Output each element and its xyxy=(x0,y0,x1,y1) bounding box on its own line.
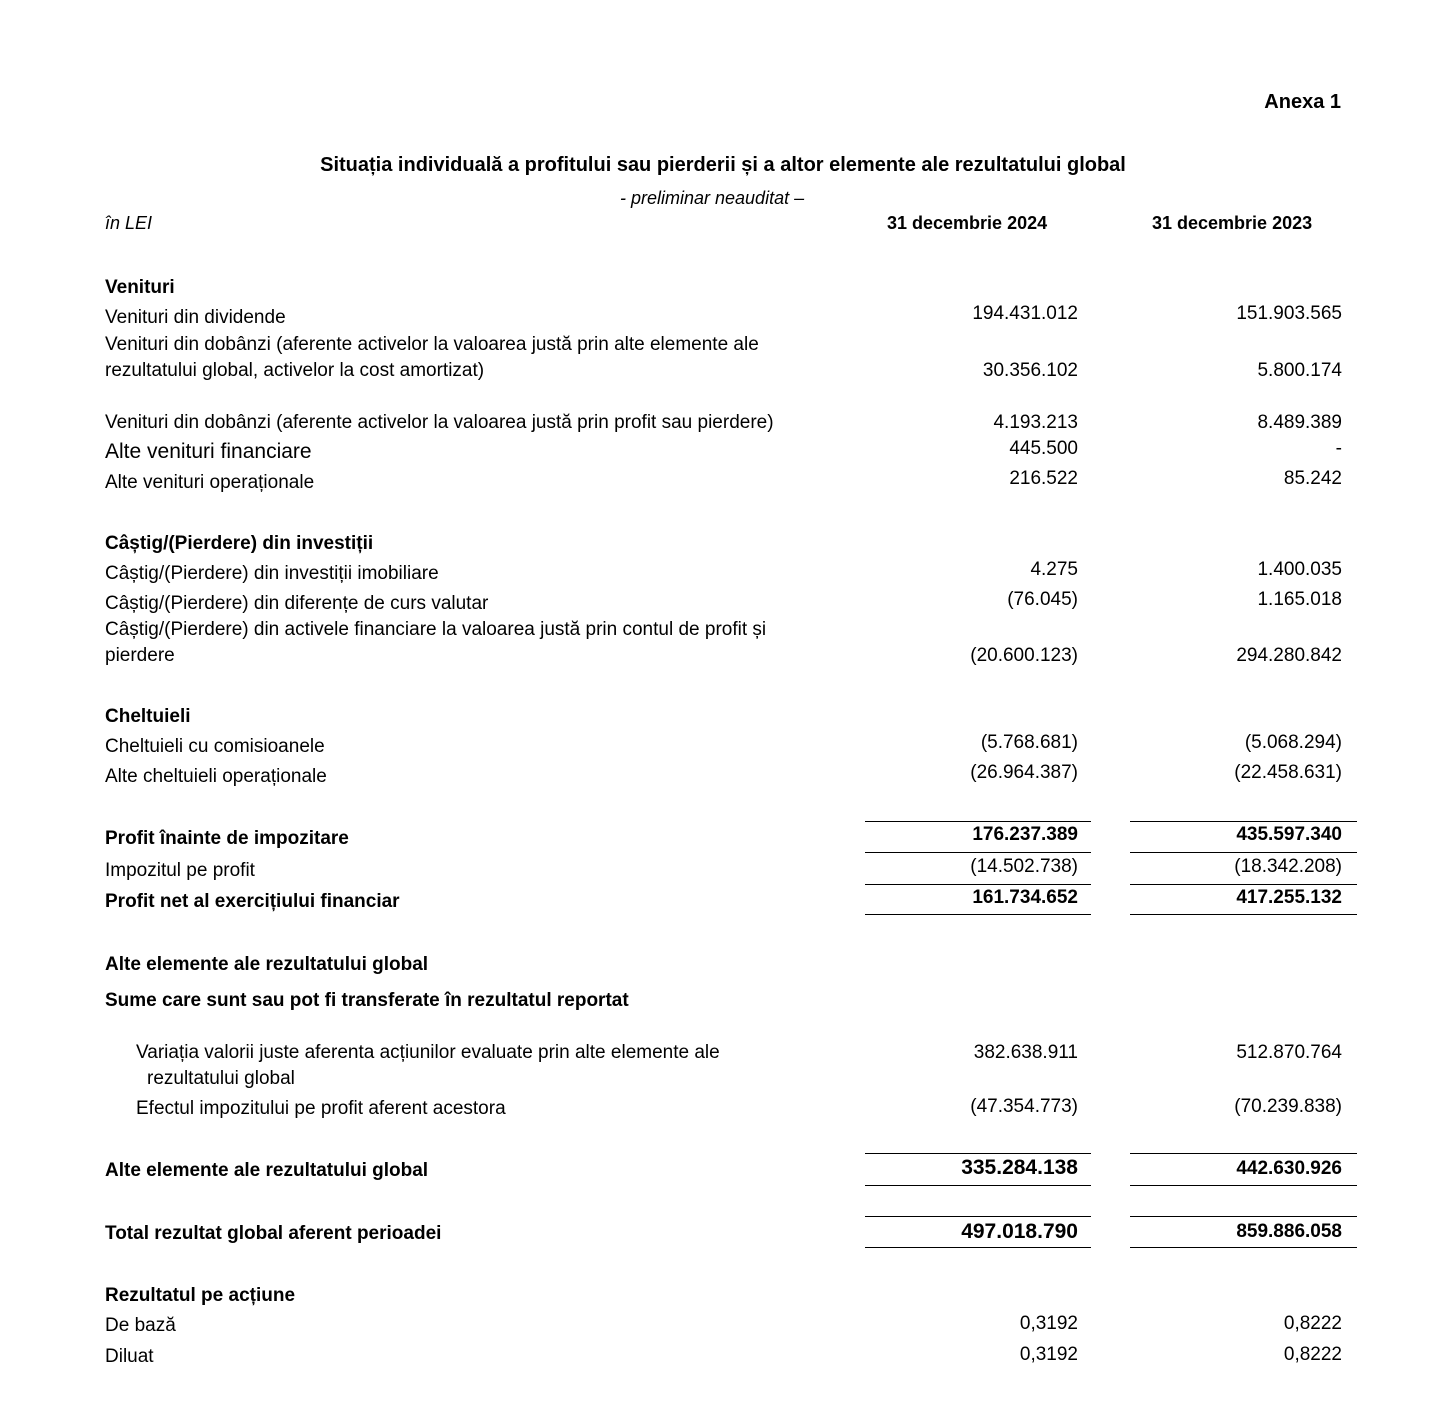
value-2023-dividends: 151.903.565 xyxy=(1236,303,1342,324)
rule xyxy=(865,914,1091,915)
row-label-eps-diluted: Diluat xyxy=(105,1346,154,1367)
value-2023-eps-basic: 0,8222 xyxy=(1283,1313,1342,1334)
value-2024-other-operating-revenue: 216.522 xyxy=(1009,468,1078,489)
rule xyxy=(865,821,1091,822)
row-label-profit-before-tax: Profit înainte de impozitare xyxy=(105,828,349,849)
value-2023-tax-effect: (70.239.838) xyxy=(1234,1096,1342,1117)
value-2023-interest-pl: 8.489.389 xyxy=(1257,412,1342,433)
row-label-eps-basic: De bază xyxy=(105,1315,176,1336)
section-heading-revenue: Venituri xyxy=(105,277,175,298)
currency-label: în LEI xyxy=(105,213,153,233)
rule xyxy=(865,1216,1091,1217)
row-label-dividends: Venituri din dividende xyxy=(105,307,286,328)
value-2023-eps-diluted: 0,8222 xyxy=(1283,1344,1342,1365)
value-2023-commissions: (5.068.294) xyxy=(1244,732,1342,753)
value-2024-fv-change: 382.638.911 xyxy=(973,1042,1078,1063)
value-2024-fx: (76.045) xyxy=(1007,589,1078,610)
row-label-commissions: Cheltuieli cu comisioanele xyxy=(105,736,325,757)
rule xyxy=(865,852,1091,853)
value-2024-real-estate: 4.275 xyxy=(1030,559,1078,580)
row-label-net-profit: Profit net al exercițiului financiar xyxy=(105,891,400,912)
value-2023-fvtpl: 294.280.842 xyxy=(1236,645,1342,666)
section-heading-expenses: Cheltuieli xyxy=(105,706,191,727)
rule xyxy=(1130,1153,1357,1154)
row-label-other-operating-expenses: Alte cheltuieli operaționale xyxy=(105,766,327,787)
value-2024-total-comprehensive: 497.018.790 xyxy=(961,1220,1078,1243)
value-2023-other-operating-expenses: (22.458.631) xyxy=(1234,762,1342,783)
value-2024-oci-total: 335.284.138 xyxy=(961,1156,1078,1179)
value-2024-interest-pl: 4.193.213 xyxy=(993,412,1078,433)
value-2024-commissions: (5.768.681) xyxy=(980,732,1078,753)
section-heading-investments: Câștig/(Pierdere) din investiții xyxy=(105,533,374,554)
row-label-fv-change-line2: rezultatului global xyxy=(147,1068,295,1089)
row-label-other-operating-revenue: Alte venituri operaționale xyxy=(105,472,315,493)
column-header-2023: 31 decembrie 2023 xyxy=(1152,213,1313,233)
value-2023-interest-oci: 5.800.174 xyxy=(1257,360,1342,381)
section-subheading-oci: Sume care sunt sau pot fi transferate în rezultatul reportat xyxy=(105,990,629,1011)
row-label-oci-total: Alte elemente ale rezultatului global xyxy=(105,1160,429,1181)
value-2023-other-operating-revenue: 85.242 xyxy=(1283,468,1342,489)
rule xyxy=(865,1153,1091,1154)
value-2023-oci-total: 442.630.926 xyxy=(1236,1158,1342,1179)
value-2023-real-estate: 1.400.035 xyxy=(1257,559,1342,580)
value-2024-eps-diluted: 0,3192 xyxy=(1019,1344,1078,1365)
rule xyxy=(1130,1216,1357,1217)
rule xyxy=(865,1247,1091,1248)
value-2024-dividends: 194.431.012 xyxy=(972,303,1078,324)
row-label-fv-change-line1: Variația valorii juste aferenta acțiunilor evaluate prin alte elemente ale xyxy=(136,1042,720,1063)
value-2023-profit-before-tax: 435.597.340 xyxy=(1236,824,1342,845)
value-2024-interest-oci: 30.356.102 xyxy=(982,360,1078,381)
value-2023-net-profit: 417.255.132 xyxy=(1236,887,1342,908)
value-2023-fx: 1.165.018 xyxy=(1257,589,1342,610)
rule xyxy=(865,1185,1091,1186)
rule xyxy=(1130,852,1357,853)
value-2024-other-financial: 445.500 xyxy=(1009,438,1078,459)
row-label-interest-pl: Venituri din dobânzi (aferente activelor la valoarea justă prin profit sau pierdere) xyxy=(105,412,774,433)
column-header-2024: 31 decembrie 2024 xyxy=(887,213,1048,233)
value-2024-other-operating-expenses: (26.964.387) xyxy=(970,762,1078,783)
row-label-interest-oci-line2: rezultatului global, activelor la cost amortizat) xyxy=(105,360,485,381)
value-2023-fv-change: 512.870.764 xyxy=(1236,1042,1342,1063)
section-heading-eps: Rezultatul pe acțiune xyxy=(105,1285,296,1306)
rule xyxy=(1130,1247,1357,1248)
value-2023-other-financial: - xyxy=(1335,438,1342,459)
page-title: Situația individuală a profitului sau pierderii și a altor elemente ale rezultatului global xyxy=(320,154,1126,176)
row-label-income-tax: Impozitul pe profit xyxy=(105,860,255,881)
annex-label: Anexa 1 xyxy=(1264,91,1341,113)
value-2024-net-profit: 161.734.652 xyxy=(972,887,1078,908)
rule xyxy=(1130,1185,1357,1186)
value-2023-income-tax: (18.342.208) xyxy=(1234,856,1342,877)
value-2024-fvtpl: (20.600.123) xyxy=(970,645,1078,666)
rule xyxy=(865,884,1091,885)
row-label-interest-oci-line1: Venituri din dobânzi (aferente activelor la valoarea justă prin alte elemente ale xyxy=(105,334,759,355)
value-2024-tax-effect: (47.354.773) xyxy=(970,1096,1078,1117)
row-label-fvtpl-line2: pierdere xyxy=(105,645,175,666)
value-2024-eps-basic: 0,3192 xyxy=(1019,1313,1078,1334)
rule xyxy=(1130,914,1357,915)
row-label-real-estate: Câștig/(Pierdere) din investiții imobiliare xyxy=(105,563,439,584)
row-label-total-comprehensive: Total rezultat global aferent perioadei xyxy=(105,1223,442,1244)
section-heading-oci: Alte elemente ale rezultatului global xyxy=(105,954,429,975)
subtitle: - preliminar neauditat – xyxy=(620,188,805,208)
row-label-fvtpl-line1: Câștig/(Pierdere) din activele financiare la valoarea justă prin contul de profit și xyxy=(105,619,767,640)
row-label-fx: Câștig/(Pierdere) din diferențe de curs valutar xyxy=(105,593,489,614)
value-2024-profit-before-tax: 176.237.389 xyxy=(972,824,1078,845)
row-label-other-financial: Alte venituri financiare xyxy=(105,440,312,463)
row-label-tax-effect: Efectul impozitului pe profit aferent acestora xyxy=(136,1098,506,1119)
rule xyxy=(1130,821,1357,822)
value-2023-total-comprehensive: 859.886.058 xyxy=(1236,1221,1342,1242)
rule xyxy=(1130,884,1357,885)
value-2024-income-tax: (14.502.738) xyxy=(970,856,1078,877)
